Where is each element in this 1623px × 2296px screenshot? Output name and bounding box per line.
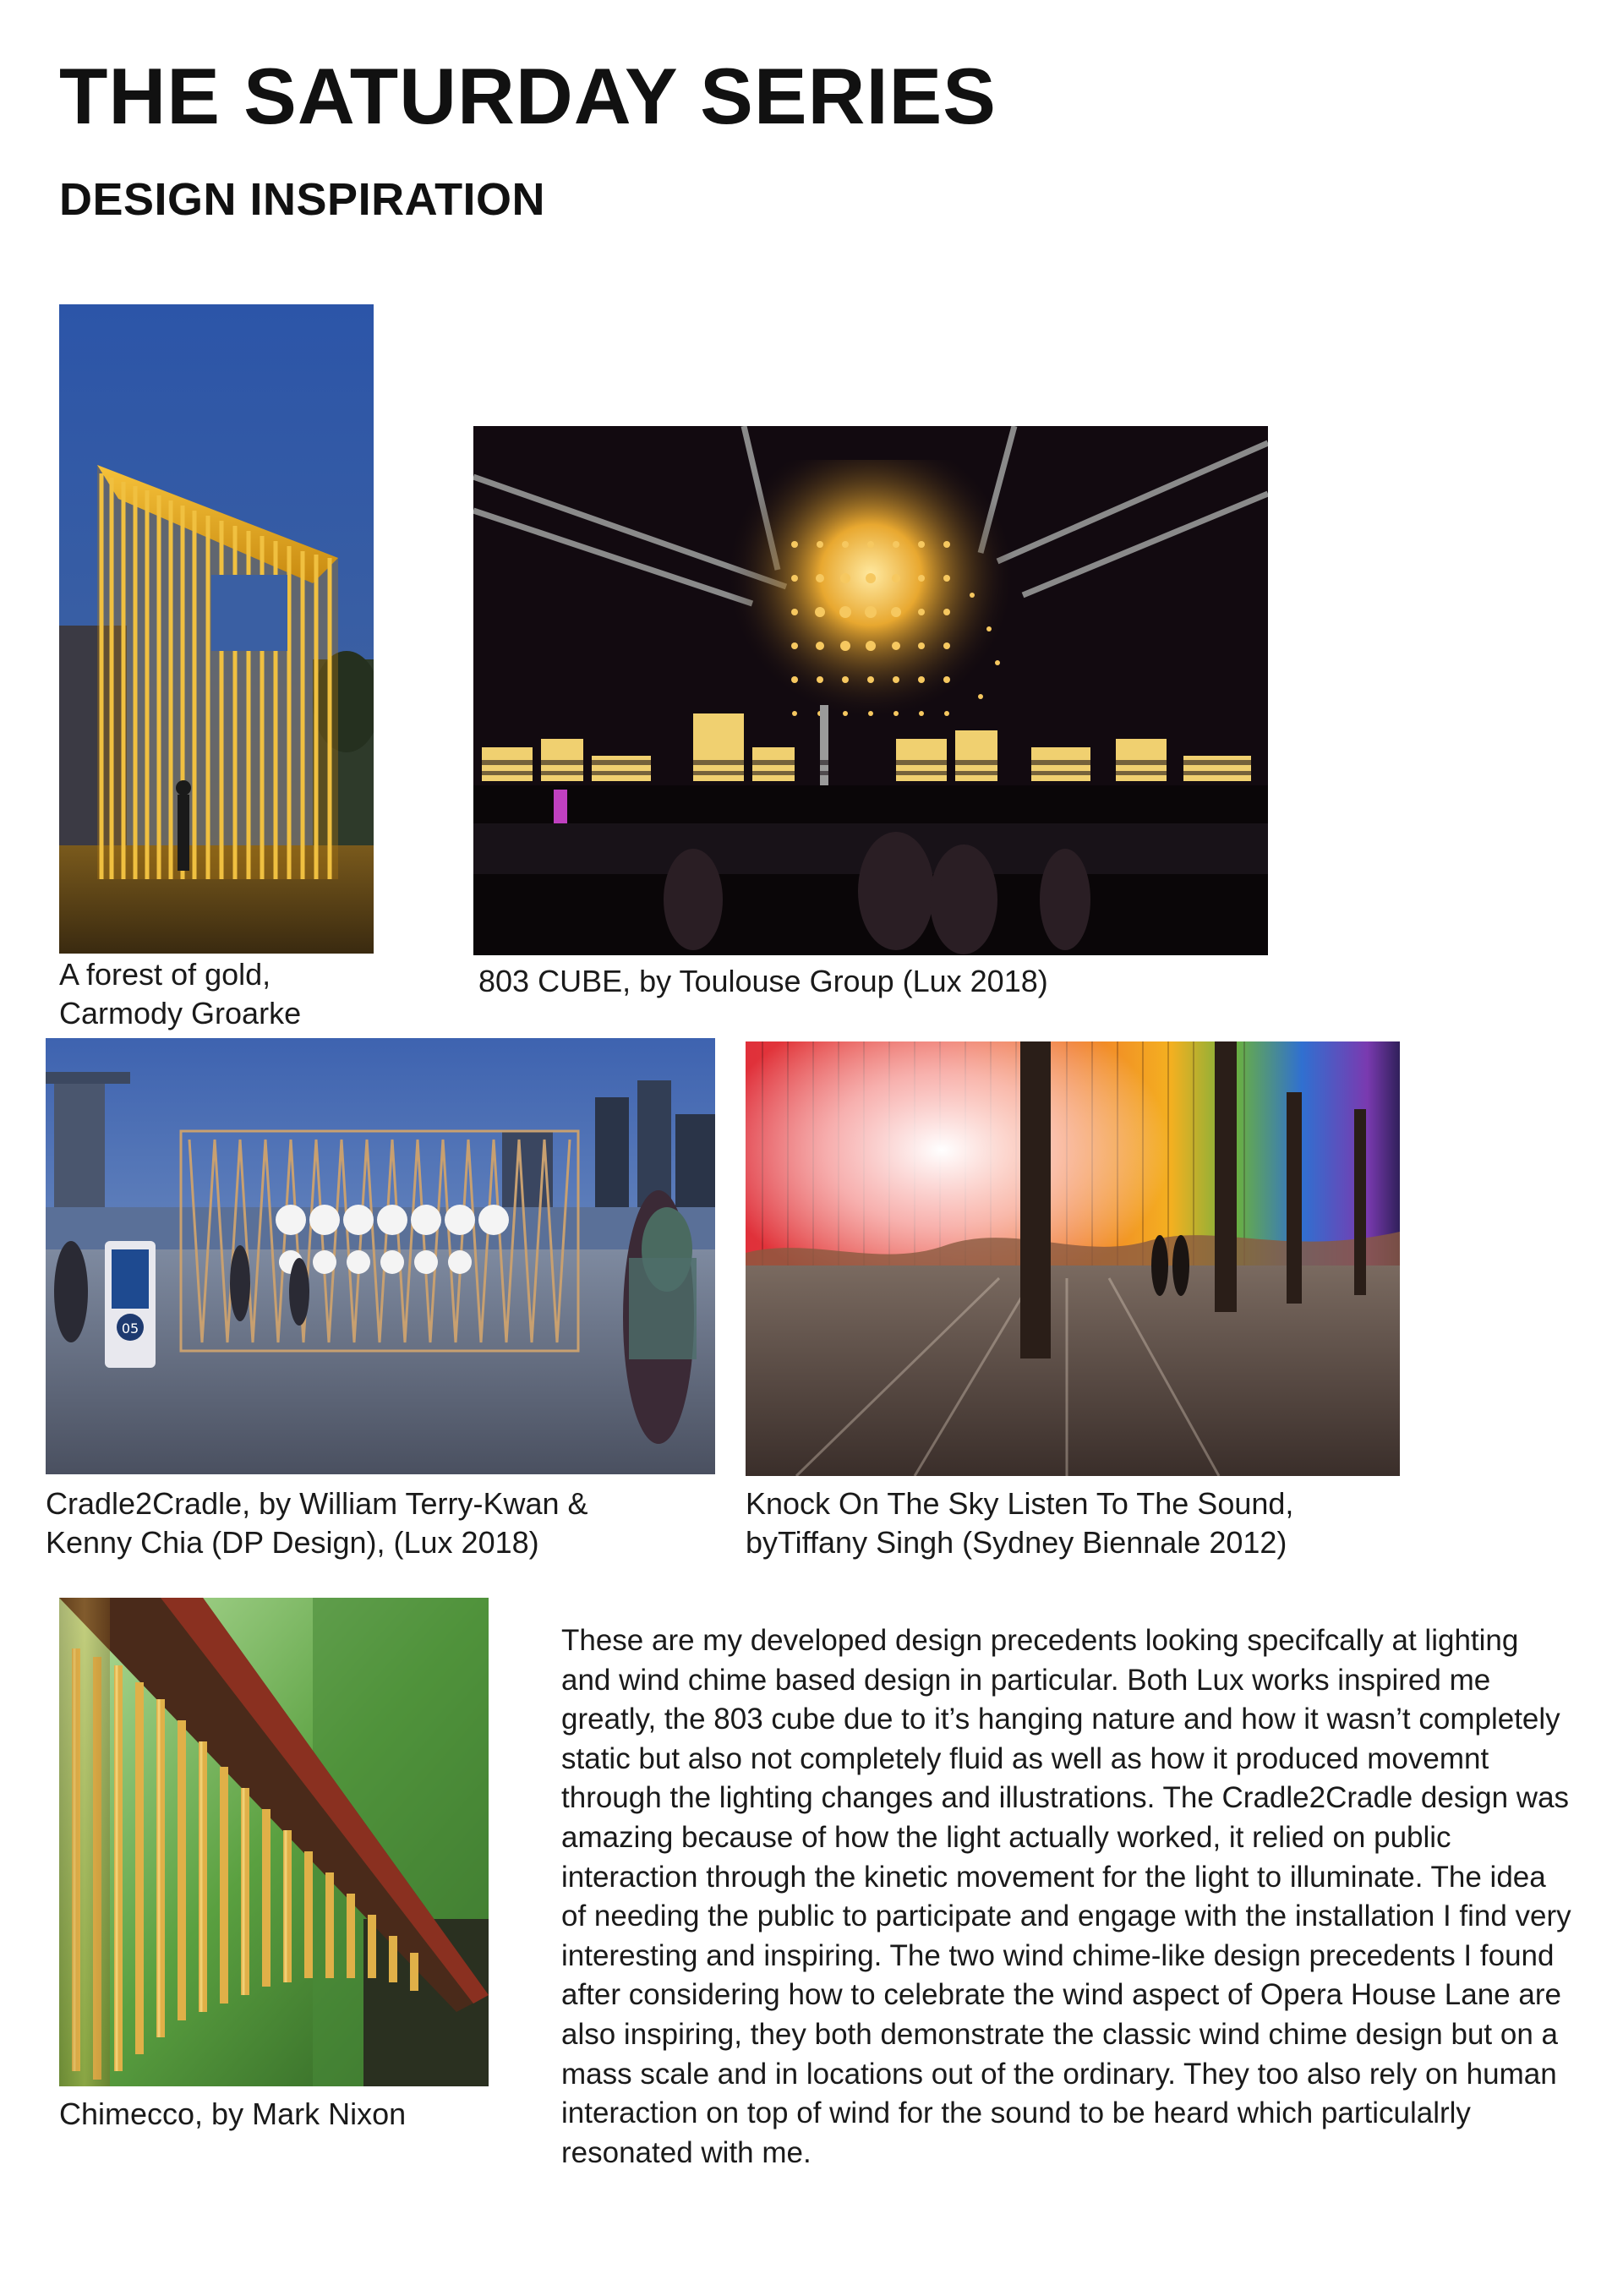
page-title: THE SATURDAY SERIES	[59, 52, 997, 140]
cradle2cradle-photo	[46, 1038, 715, 1474]
cube-803-caption: 803 CUBE, by Toulouse Group (Lux 2018)	[478, 964, 1048, 998]
kiosk-number: 05	[121, 1320, 139, 1337]
forest-of-gold-photo	[59, 304, 374, 954]
design-precedents-paragraph: These are my developed design precedents looking specifcally at lighting and wind chime based design in particular. Both Lux works inspired me greatly, the 803 cube due to it’s hanging nature and how it wasn’t completely static but also not completely fluid as well as how it produced movemnt through the lighting changes and illustrations. The Cradle2Cradle design was amazing because of how the light actually worked, it relied on public interaction through the kinetic movement for the light to illuminate. The idea of needing the public to participate and engage with the installation I find very interesting and inspiring. The two wind chime-like design precedents I found after considering how to celebrate the wind aspect of Opera House Lane are also inspiring, they both demonstrate the classic wind chime design but on a mass scale and in locations out of the ordinary. They too also rely on human interaction on top of wind for the sound to be heard which particulalrly resonated with me.	[561, 1624, 1571, 2169]
chimecco-caption: Chimecco, by Mark Nixon	[59, 2096, 407, 2131]
page-subtitle: DESIGN INSPIRATION	[59, 174, 546, 225]
chimecco-photo	[59, 1598, 489, 2086]
knock-on-the-sky-caption: Knock On The Sky Listen To The Sound, byTiffany Singh (Sydney Biennale 2012)	[746, 1486, 1294, 1560]
cube-803-photo	[473, 426, 1268, 955]
knock-on-the-sky-photo	[746, 1041, 1400, 1476]
cradle2cradle-caption: Cradle2Cradle, by William Terry-Kwan & Kenny Chia (DP Design), (Lux 2018)	[46, 1486, 588, 1560]
forest-of-gold-caption: A forest of gold, Carmody Groarke	[59, 957, 302, 1030]
